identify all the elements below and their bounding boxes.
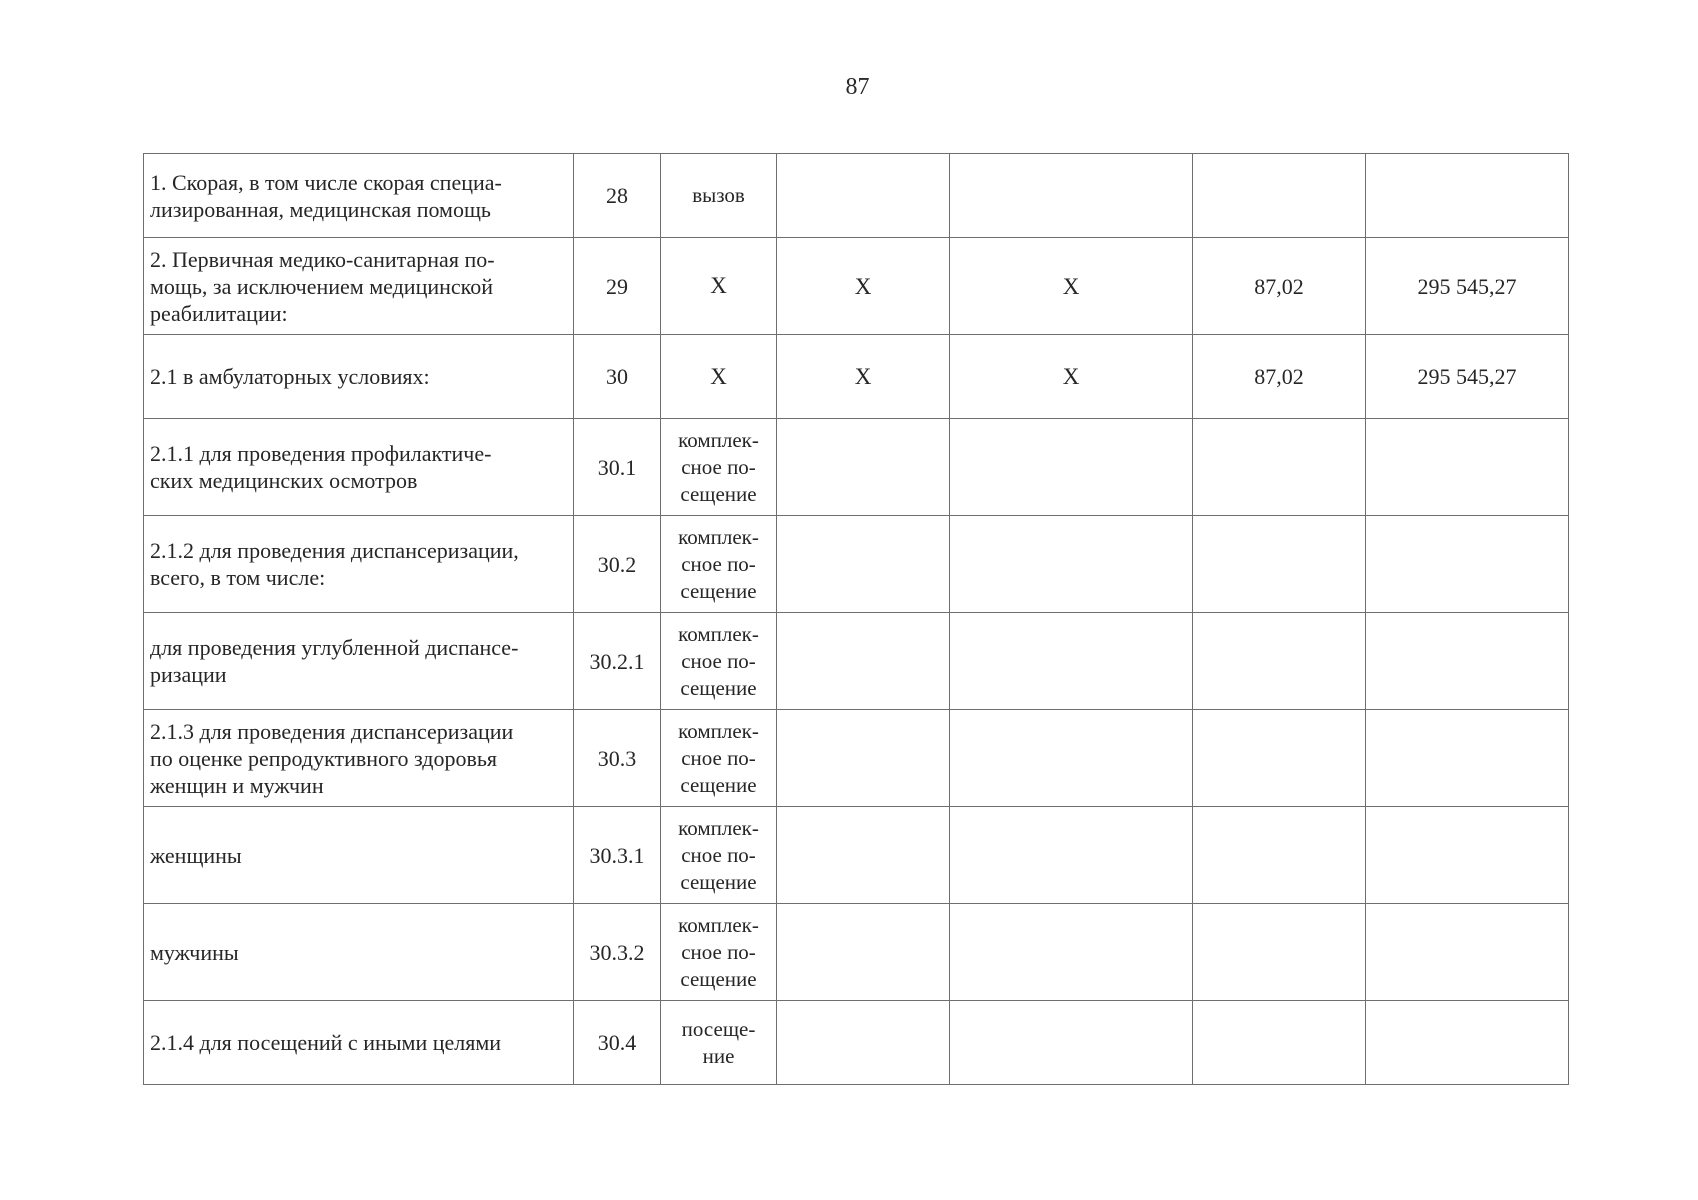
cell-text-line: сное по- — [681, 842, 756, 867]
row-value-cell — [777, 238, 950, 335]
cell-text-line: комплек- — [678, 912, 759, 937]
row-code-cell — [574, 1001, 661, 1085]
cell-text-line: Х — [854, 273, 872, 299]
cell-text-line: 28 — [606, 183, 628, 208]
row-value-cell — [950, 807, 1193, 904]
row-unit-cell — [661, 516, 777, 613]
table-row — [144, 419, 1569, 516]
cell-text-line: 2.1.1 для проведения профилактиче- — [150, 441, 492, 466]
cell-text-line: комплек- — [678, 718, 759, 743]
cell-text-line: сное по- — [681, 745, 756, 770]
cell-text-line: 2.1 в амбулаторных условиях: — [150, 364, 430, 389]
page-number: 87 — [845, 74, 870, 100]
row-unit-cell — [661, 238, 777, 335]
row-value-cell — [950, 1001, 1193, 1085]
row-value-cell — [777, 613, 950, 710]
cell-text-line: Х — [710, 363, 727, 389]
cell-text-line: женщин и мужчин — [150, 772, 324, 798]
row-value-cell — [950, 613, 1193, 710]
cell-text-line: 295 545,27 — [1417, 273, 1517, 299]
row-value-cell — [1366, 516, 1569, 613]
row-value-cell — [1193, 807, 1366, 904]
row-value-cell — [1193, 238, 1366, 335]
table-row — [144, 710, 1569, 807]
row-unit-cell — [661, 1001, 777, 1085]
cell-text-line: по оценке репродуктивного здоровья — [150, 745, 498, 771]
row-value-cell — [1366, 1001, 1569, 1085]
row-code-cell — [574, 238, 661, 335]
row-name-cell — [144, 1001, 574, 1085]
cell-text-line: ских медицинских осмотров — [150, 468, 418, 493]
cell-text-line: 2. Первичная медико-санитарная по- — [150, 246, 495, 272]
row-value-cell — [950, 710, 1193, 807]
row-unit-cell — [661, 154, 777, 238]
row-value-cell — [1366, 807, 1569, 904]
cell-text-line: сещение — [680, 481, 757, 506]
table-row — [144, 335, 1569, 419]
cell-text-line: 2.1.3 для проведения диспансеризации — [150, 718, 514, 744]
cell-text-line: ризации — [150, 662, 227, 687]
cell-text-line: сещение — [680, 772, 757, 797]
cell-text-line: сное по- — [681, 551, 756, 576]
row-name-cell — [144, 710, 574, 807]
cell-text-line: 87,02 — [1254, 364, 1304, 389]
cell-text-line: 1. Скорая, в том числе скорая специа- — [150, 169, 502, 195]
cell-text-line: сное по- — [681, 648, 756, 673]
row-value-cell — [1366, 335, 1569, 419]
row-value-cell — [1193, 335, 1366, 419]
row-value-cell — [1193, 710, 1366, 807]
cell-text-line: для проведения углубленной диспансе- — [150, 635, 519, 660]
row-value-cell — [950, 238, 1193, 335]
cell-text-line: 30.3.2 — [589, 939, 645, 965]
row-value-cell — [777, 335, 950, 419]
row-name-cell — [144, 904, 574, 1001]
cell-text-line: ние — [702, 1043, 735, 1068]
cell-text-line: 30.3 — [597, 745, 637, 771]
table-row — [144, 238, 1569, 335]
table-row — [144, 904, 1569, 1001]
cell-text-line: Х — [854, 364, 872, 389]
cell-text-line: Х — [710, 273, 727, 298]
row-value-cell — [1193, 516, 1366, 613]
row-value-cell — [777, 419, 950, 516]
cell-text-line: лизированная, медицинская помощь — [150, 196, 491, 222]
cell-text-line: сещение — [680, 578, 757, 603]
cell-text-line: сещение — [680, 966, 757, 991]
cell-text-line: комплек- — [678, 815, 759, 840]
cell-text-line: 30.4 — [597, 1030, 637, 1055]
row-value-cell — [950, 516, 1193, 613]
cell-text-line: 30 — [606, 364, 628, 389]
row-name-cell — [144, 419, 574, 516]
cell-text-line: вызов — [692, 183, 745, 207]
row-name-cell — [144, 154, 574, 238]
table-row — [144, 154, 1569, 238]
row-value-cell — [1366, 904, 1569, 1001]
cell-text-line: комплек- — [678, 524, 759, 549]
cell-text-line: комплек- — [678, 427, 759, 452]
row-value-cell — [777, 904, 950, 1001]
cell-text-line: реабилитации: — [150, 300, 288, 326]
cell-text-line: женщины — [150, 842, 242, 868]
row-code-cell — [574, 807, 661, 904]
row-value-cell — [1193, 613, 1366, 710]
row-code-cell — [574, 516, 661, 613]
row-code-cell — [574, 154, 661, 238]
row-value-cell — [1366, 419, 1569, 516]
row-unit-cell — [661, 613, 777, 710]
table-row — [144, 516, 1569, 613]
row-value-cell — [950, 904, 1193, 1001]
row-value-cell — [950, 419, 1193, 516]
row-unit-cell — [661, 710, 777, 807]
cell-text-line: 29 — [606, 273, 628, 299]
row-value-cell — [777, 516, 950, 613]
data-table — [143, 153, 1569, 1085]
row-code-cell — [574, 335, 661, 419]
row-value-cell — [777, 807, 950, 904]
row-unit-cell — [661, 419, 777, 516]
row-value-cell — [777, 710, 950, 807]
cell-text-line: мощь, за исключением медицинской — [150, 273, 494, 299]
cell-text-line: 2.1.2 для проведения диспансеризации, — [150, 538, 519, 563]
row-value-cell — [1193, 419, 1366, 516]
cell-text-line: мужчины — [150, 939, 239, 965]
cell-text-line: сное по- — [681, 939, 756, 964]
row-value-cell — [1366, 154, 1569, 238]
cell-text-line: 2.1.4 для посещений с иными целями — [150, 1030, 502, 1055]
table-body — [144, 154, 1569, 1085]
row-code-cell — [574, 904, 661, 1001]
table-row — [144, 807, 1569, 904]
cell-text-line: комплек- — [678, 621, 759, 646]
table-row — [144, 1001, 1569, 1085]
row-value-cell — [1193, 1001, 1366, 1085]
row-name-cell — [144, 807, 574, 904]
row-name-cell — [144, 516, 574, 613]
row-value-cell — [1193, 154, 1366, 238]
row-value-cell — [950, 154, 1193, 238]
row-value-cell — [1366, 710, 1569, 807]
cell-text-line: Х — [1062, 273, 1080, 299]
row-code-cell — [574, 613, 661, 710]
row-value-cell — [950, 335, 1193, 419]
row-value-cell — [777, 154, 950, 238]
table-row — [144, 613, 1569, 710]
cell-text-line: 30.3.1 — [589, 842, 645, 868]
row-code-cell — [574, 710, 661, 807]
row-name-cell — [144, 613, 574, 710]
row-value-cell — [1193, 904, 1366, 1001]
cell-text-line: всего, в том числе: — [150, 565, 326, 590]
cell-text-line: 87,02 — [1254, 273, 1304, 299]
row-name-cell — [144, 238, 574, 335]
row-value-cell — [1366, 238, 1569, 335]
row-name-cell — [144, 335, 574, 419]
row-unit-cell — [661, 904, 777, 1001]
cell-text-line: 295 545,27 — [1417, 364, 1517, 389]
cell-text-line: посеще- — [681, 1016, 756, 1041]
cell-text-line: сещение — [680, 869, 757, 894]
cell-text-line: сещение — [680, 675, 757, 700]
cell-text-line: 30.2.1 — [589, 648, 645, 674]
row-code-cell — [574, 419, 661, 516]
cell-text-line: Х — [1062, 364, 1080, 389]
row-unit-cell — [661, 335, 777, 419]
cell-text-line: 30.1 — [597, 454, 637, 480]
row-value-cell — [1366, 613, 1569, 710]
cell-text-line: 30.2 — [597, 551, 637, 577]
row-value-cell — [777, 1001, 950, 1085]
row-unit-cell — [661, 807, 777, 904]
cell-text-line: сное по- — [681, 454, 756, 479]
